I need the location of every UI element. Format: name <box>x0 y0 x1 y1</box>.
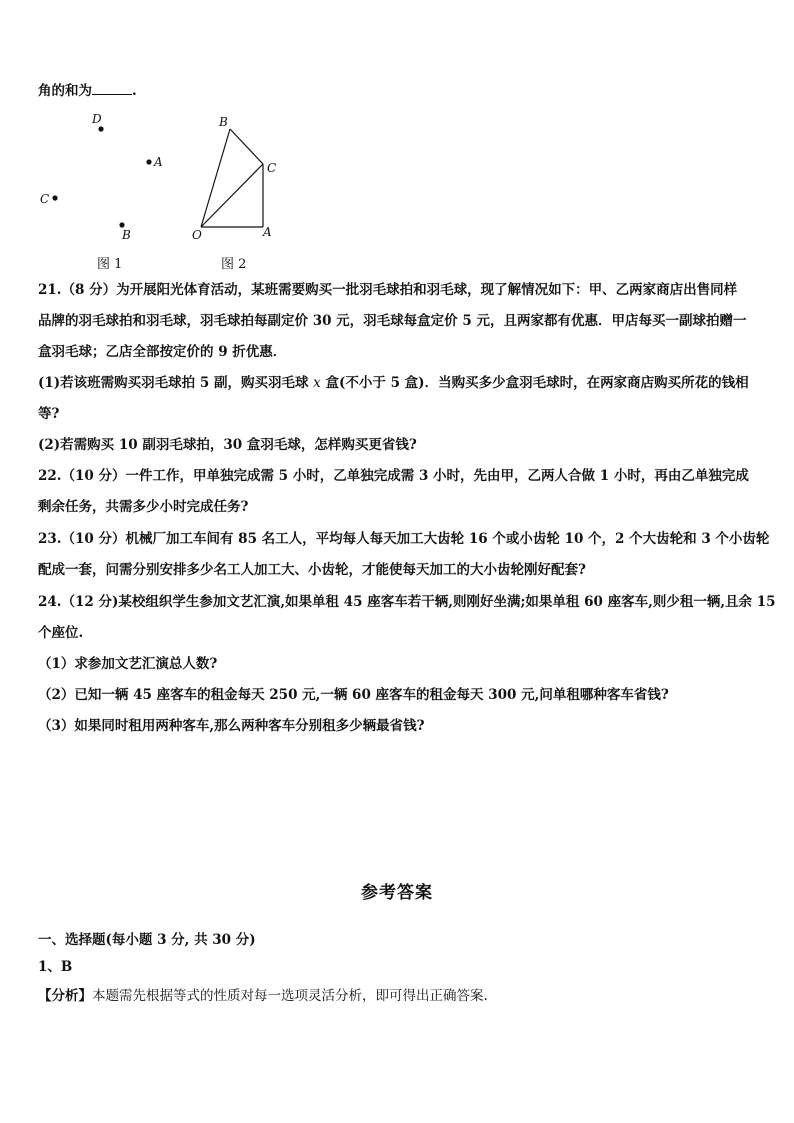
figure-2-caption: 图 2 <box>221 257 247 272</box>
q24-line-2: 个座位. <box>38 625 84 641</box>
answer-item-1: 1、B <box>38 959 73 975</box>
intro-text: 角的和为 <box>38 83 92 99</box>
q21-line-1: 21.（8 分）为开展阳光体育活动，某班需要购买一批羽毛球拍和羽毛球，现了解情况如下：甲、乙两家商店出售同样 <box>38 282 738 298</box>
variable-x: x <box>313 375 321 391</box>
label-b: B <box>219 115 228 129</box>
answers-section-heading: 一、选择题(每小题 3 分, 共 30 分) <box>38 932 256 948</box>
point-b-label: B <box>122 228 131 242</box>
intro-line <box>38 82 758 100</box>
answers-title: 参考答案 <box>361 883 433 903</box>
point-c-label: C <box>40 192 50 206</box>
analysis-line <box>38 987 758 1005</box>
figure-1-caption: 图 1 <box>97 257 123 272</box>
analysis-tag: 【分析】 <box>38 988 92 1004</box>
q24-sub-3: （3）如果同时租用两种客车,那么两种客车分别租多少辆最省钱? <box>38 718 425 734</box>
point-a-label: A <box>154 155 163 169</box>
point-d <box>98 126 103 131</box>
intro-tail: . <box>132 83 137 99</box>
point-b <box>119 222 124 227</box>
q24-sub-2: （2）已知一辆 45 座客车的租金每天 250 元,一辆 60 座客车的租金每天 300 元,问单租哪种客车省钱? <box>38 687 669 703</box>
label-c: C <box>267 161 277 175</box>
q23-line-1: 23.（10 分）机械厂加工车间有 85 名工人，平均每人每天加工大齿轮 16 个或小齿轮 10 个，2 个大齿轮和 3 个小齿轮 <box>38 531 770 547</box>
q22-line-2: 剩余任务，共需多少小时完成任务? <box>38 499 249 515</box>
q21-line-2: 品牌的羽毛球拍和羽毛球，羽毛球拍每副定价 30 元，羽毛球每盒定价 5 元，且两家都有优惠．甲店每买一副球拍赠一 <box>38 313 747 329</box>
label-a: A <box>263 225 272 239</box>
figure-1 <box>36 110 176 250</box>
point-c <box>52 195 57 200</box>
q21-sub-1-cont: 等? <box>38 406 60 422</box>
answer-blank <box>92 82 132 95</box>
q24-line-1: 24.（12 分)某校组织学生参加文艺汇演,如果单租 45 座客车若干辆,则刚好坐满;如果单租 60 座客车,则少租一辆,且余 15 <box>38 594 776 610</box>
q22-line-1: 22.（10 分）一件工作，甲单独完成需 5 小时，乙单独完成需 3 小时，先由甲，乙两人合做 1 小时，再由乙单独完成 <box>38 468 749 484</box>
q21-sub-2: (2)若需购买 10 副羽毛球拍，30 盒羽毛球，怎样购买更省钱? <box>38 437 417 453</box>
q21-line-3: 盒羽毛球；乙店全部按定价的 9 折优惠． <box>38 344 287 360</box>
q21-sub-1-a: (1)若该班需购买羽毛球拍 5 副，购买羽毛球 <box>38 375 314 391</box>
segment-bc <box>230 129 263 164</box>
point-d-label: D <box>92 112 102 126</box>
figure-2 <box>186 110 296 250</box>
q24-sub-1: （1）求参加文艺汇演总人数? <box>38 656 218 672</box>
q23-line-2: 配成一套，问需分别安排多少名工人加工大、小齿轮，才能使每天加工的大小齿轮刚好配套? <box>38 562 586 578</box>
label-o: O <box>192 228 202 242</box>
point-a <box>146 159 151 164</box>
analysis-text: 本题需先根据等式的性质对每一选项灵活分析，即可得出正确答案. <box>92 988 488 1004</box>
q21-sub-1-b: 盒(不小于 5 盒)．当购买多少盒羽毛球时，在两家商店购买所花的钱相 <box>320 375 749 391</box>
q21-sub-1 <box>38 374 758 392</box>
